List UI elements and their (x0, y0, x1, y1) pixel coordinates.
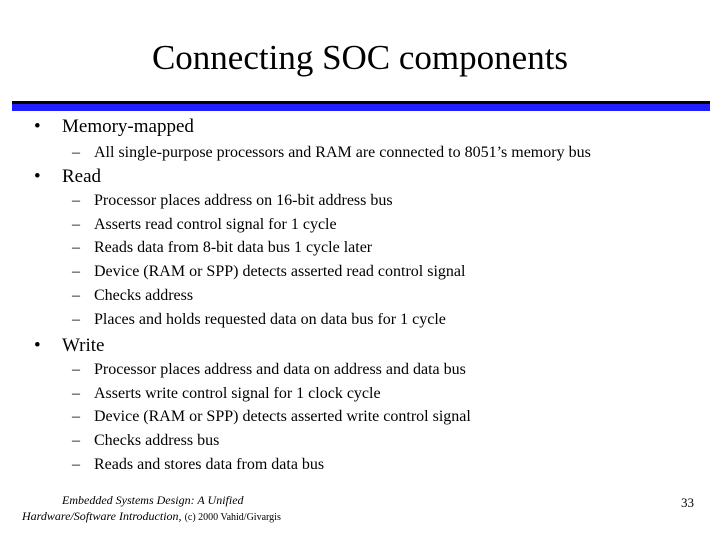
sub-bullet-text: Processor places address and data on address and data bus (94, 361, 466, 378)
footer-copyright: (c) 2000 Vahid/Givargis (184, 512, 281, 523)
sub-bullet-text: All single-purpose processors and RAM are connected to 8051’s memory bus (94, 144, 591, 161)
sub-bullet-text: Device (RAM or SPP) detects asserted read control signal (94, 263, 466, 280)
bullet-glyph: • (34, 166, 41, 187)
sub-bullet (72, 360, 466, 380)
dash-glyph: – (72, 408, 80, 425)
title-rule-blue (12, 104, 710, 111)
sub-bullet-text: Checks address (94, 287, 194, 304)
bullet-memory-mapped (34, 116, 194, 138)
sub-bullet-text: Asserts read control signal for 1 cycle (94, 216, 337, 233)
dash-glyph: – (72, 192, 80, 209)
sub-bullet-text: Processor places address on 16-bit address bus (94, 192, 393, 209)
sub-bullet-text: Places and holds requested data on data bus for 1 cycle (94, 311, 446, 328)
sub-bullet-text: Checks address bus (94, 432, 220, 449)
dash-glyph: – (72, 311, 80, 328)
bullet-heading: Memory-mapped (62, 116, 194, 137)
sub-bullet (72, 262, 465, 282)
dash-glyph: – (72, 216, 80, 233)
sub-bullet (72, 310, 446, 330)
sub-bullet-text: Reads and stores data from data bus (94, 456, 325, 473)
dash-glyph: – (72, 385, 80, 402)
footer-line-2 (22, 508, 281, 526)
sub-bullet-text: Device (RAM or SPP) detects asserted write control signal (94, 408, 471, 425)
sub-bullet (72, 407, 471, 427)
slide-title: Connecting SOC components (151, 38, 569, 77)
dash-glyph: – (72, 144, 80, 161)
footer-book-title: Hardware/Software Introduction, (22, 509, 182, 523)
dash-glyph: – (72, 263, 80, 280)
bullet-heading: Write (62, 335, 105, 356)
dash-glyph: – (72, 287, 80, 304)
dash-glyph: – (72, 456, 80, 473)
sub-bullet (72, 384, 381, 404)
footer-citation (22, 492, 281, 526)
dash-glyph: – (72, 432, 80, 449)
sub-bullet-text: Reads data from 8-bit data bus 1 cycle later (94, 239, 373, 256)
page-number: 33 (681, 495, 694, 510)
bullet-glyph: • (34, 335, 41, 356)
sub-bullet (72, 143, 591, 163)
dash-glyph: – (72, 361, 80, 378)
sub-bullet (72, 238, 372, 258)
sub-bullet (72, 431, 219, 451)
bullet-write (34, 335, 105, 357)
bullet-glyph: • (34, 116, 41, 137)
sub-bullet (72, 191, 393, 211)
sub-bullet-text: Asserts write control signal for 1 clock cycle (94, 385, 381, 402)
sub-bullet (72, 286, 193, 306)
bullet-read (34, 166, 101, 188)
bullet-heading: Read (62, 166, 102, 187)
sub-bullet (72, 455, 324, 475)
dash-glyph: – (72, 239, 80, 256)
footer-line-1: Embedded Systems Design: A Unified (62, 493, 244, 507)
sub-bullet (72, 215, 337, 235)
